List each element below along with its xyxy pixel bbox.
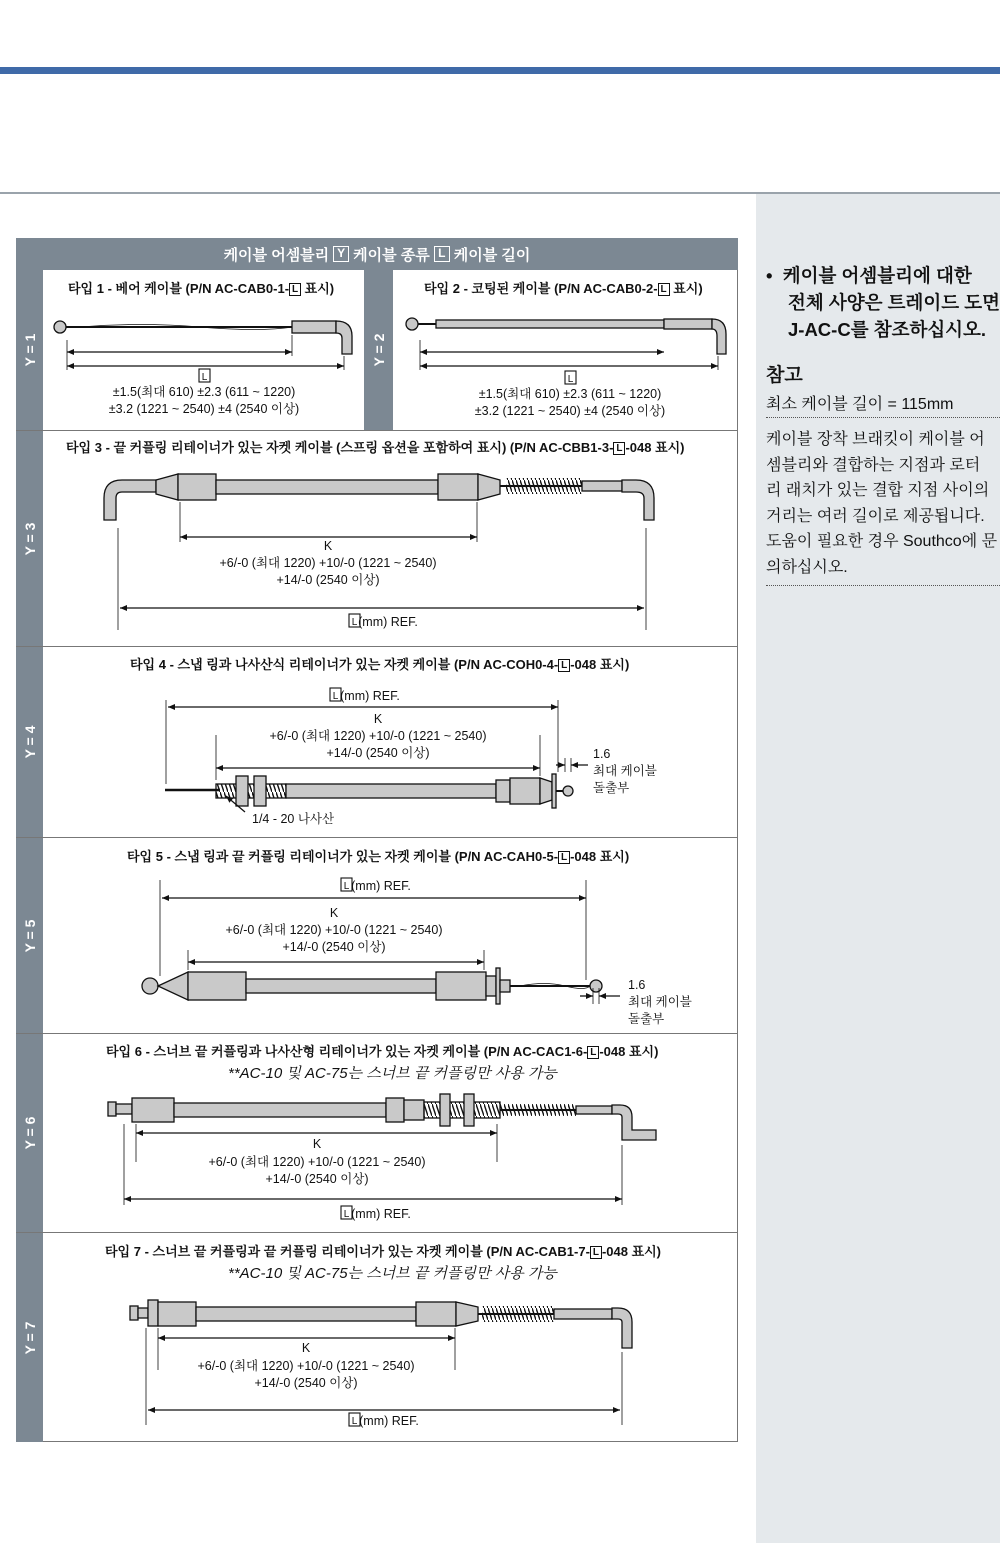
note-paragraph: 케이블 장착 브래킷이 케이블 어 셈블리와 결합하는 지점과 로터 리 래치가 있는 결합 지점 사이의 거리는 여러 길이로 제공됩니다. 도움이 필요한 경우 Southco에 문 의하십시오. — [766, 431, 998, 576]
type7-title: 타입 7 - 스너브 끝 커플링과 끝 커플링 리테이너가 있는 자켓 케이블 (P/N AC-CAB1-7- L -048 표시) — [105, 1244, 662, 1259]
tab-y3: Y = 3 — [16, 431, 43, 646]
type7-note: **AC-10 및 AC-75는 스너브 끝 커플링만 사용 가능 — [228, 1265, 557, 1282]
type5-ref: (mm) REF. — [351, 879, 411, 893]
l-box-icon: L — [434, 246, 450, 262]
type7-k-tolerance-1: +6/-0 (최대 1220) +10/-0 (1221 ~ 2540) — [197, 1359, 415, 1373]
tab-y7: Y = 7 — [16, 1233, 43, 1442]
type4-protrusion-label-2: 돌출부 — [593, 781, 630, 795]
tab-y1: Y = 1 — [16, 270, 43, 430]
y-box-icon: Y — [333, 246, 349, 262]
type1-tolerance-1: ±1.5(최대 610) ±2.3 (611 ~ 1220) — [112, 385, 296, 399]
tab-y6: Y = 6 — [16, 1034, 43, 1232]
note-title: 참고 — [766, 365, 803, 386]
type6-k-tolerance-1: +6/-0 (최대 1220) +10/-0 (1221 ~ 2540) — [208, 1155, 426, 1169]
type3-ref: (mm) REF. — [358, 615, 418, 629]
type3-k-tolerance-2: +14/-0 (2540 이상) — [276, 573, 380, 587]
bullet-line-1: 케이블 어셈블리에 대한 — [782, 265, 972, 286]
type6-ref: (mm) REF. — [351, 1207, 411, 1221]
l-symbol: L — [343, 1209, 350, 1220]
type3-k-tolerance-1: +6/-0 (최대 1220) +10/-0 (1221 ~ 2540) — [219, 556, 437, 570]
type4-protrusion: 1.6 — [593, 747, 611, 761]
l-symbol: L — [351, 1416, 358, 1427]
bullet-line-3: J-AC-C를 참조하십시오. — [788, 319, 987, 340]
type1-tolerance-2: ±3.2 (1221 ~ 2540) ±4 (2540 이상) — [108, 402, 300, 416]
type5-protrusion-label-2: 돌출부 — [628, 1012, 665, 1026]
tab-y4: Y = 4 — [16, 647, 43, 837]
sidebar-bullet: • 케이블 어셈블리에 대한 전체 사양은 트레이드 도면 J-AC-C를 참조하십시오. — [766, 262, 1000, 343]
type4-title: 타입 4 - 스냅 링과 나사산식 리테이너가 있는 자켓 케이블 (P/N AC-COH0-4- L -048 표시) — [130, 657, 630, 672]
type5-k-label: K — [329, 906, 339, 920]
type4-ref: (mm) REF. — [340, 689, 400, 703]
type5-k-tolerance-1: +6/-0 (최대 1220) +10/-0 (1221 ~ 2540) — [225, 923, 443, 937]
type6-title: 타입 6 - 스너브 끝 커플링과 나사산형 리테이너가 있는 자켓 케이블 (P/N AC-CAC1-6- L -048 표시) — [106, 1044, 659, 1059]
type6-note: **AC-10 및 AC-75는 스너브 끝 커플링만 사용 가능 — [228, 1065, 557, 1082]
type5-protrusion: 1.6 — [628, 978, 646, 992]
type7-k-label: K — [301, 1341, 311, 1355]
type3-title: 타입 3 - 끝 커플링 리테이너가 있는 자켓 케이블 (스프링 옵션을 포함하여 표시) (P/N AC-CBB1-3- L -048 표시) — [66, 440, 685, 455]
type4-k-tolerance-2: +14/-0 (2540 이상) — [326, 746, 430, 760]
l-symbol: L — [351, 617, 358, 628]
l-symbol: L — [201, 372, 208, 383]
l-symbol: L — [343, 881, 350, 892]
type5-title: 타입 5 - 스냅 링과 끝 커플링 리테이너가 있는 자켓 케이블 (P/N AC-CAH0-5- L -048 표시) — [127, 849, 630, 864]
l-symbol: L — [332, 691, 339, 702]
type4-thread-label: 1/4 - 20 나사산 — [252, 812, 335, 826]
type6-k-label: K — [312, 1137, 322, 1151]
tab-y5: Y = 5 — [16, 838, 43, 1033]
type2-title: 타입 2 - 코팅된 케이블 (P/N AC-CAB0-2- L 표시) — [424, 281, 703, 296]
type4-k-label: K — [373, 712, 383, 726]
tab-y2: Y = 2 — [364, 270, 393, 430]
type6-k-tolerance-2: +14/-0 (2540 이상) — [265, 1172, 369, 1186]
type1-title: 타입 1 - 베어 케이블 (P/N AC-CAB0-1- L 표시) — [68, 281, 335, 296]
type4-protrusion-label-1: 최대 케이블 — [593, 764, 657, 778]
type5-protrusion-label-1: 최대 케이블 — [628, 995, 692, 1009]
bullet-line-2: 전체 사양은 트레이드 도면 — [788, 292, 1000, 313]
type3-k-label: K — [323, 539, 333, 553]
type2-tolerance-2: ±3.2 (1221 ~ 2540) ±4 (2540 이상) — [474, 404, 666, 418]
type7-k-tolerance-2: +14/-0 (2540 이상) — [254, 1376, 358, 1390]
min-length-text: 최소 케이블 길이 = 115mm — [766, 396, 954, 413]
type7-ref: (mm) REF. — [359, 1414, 419, 1428]
type2-tolerance-1: ±1.5(최대 610) ±2.3 (611 ~ 1220) — [478, 387, 662, 401]
l-symbol: L — [567, 374, 574, 385]
type5-k-tolerance-2: +14/-0 (2540 이상) — [282, 940, 386, 954]
table-header: 케이블 어셈블리 Y 케이블 종류 L 케이블 길이 — [16, 238, 738, 270]
type4-k-tolerance-1: +6/-0 (최대 1220) +10/-0 (1221 ~ 2540) — [269, 729, 487, 743]
